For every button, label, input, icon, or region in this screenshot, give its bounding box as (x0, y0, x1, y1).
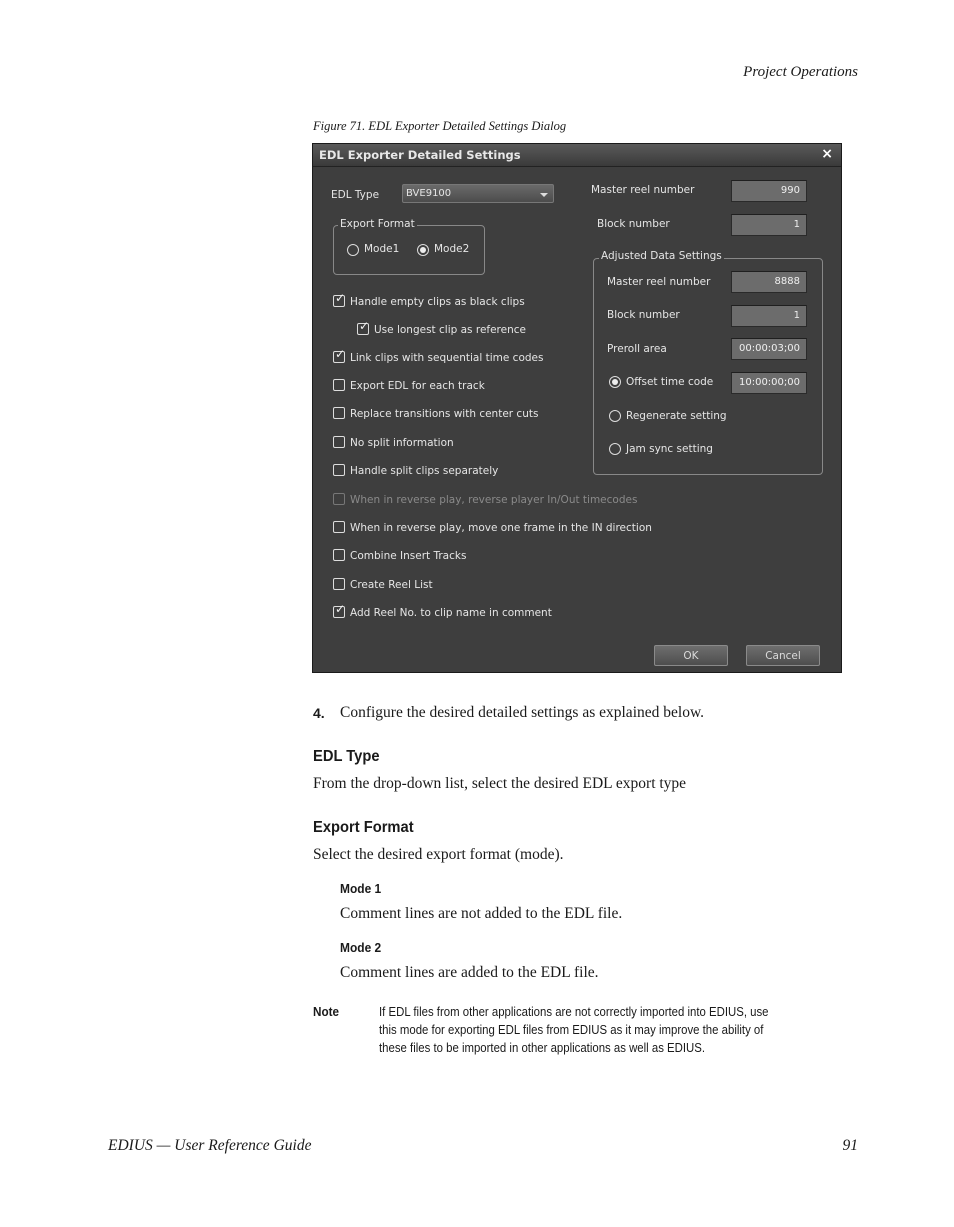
edl-type-text: From the drop-down list, select the desired EDL export type (313, 775, 687, 792)
adj-block-number-label: Block number (607, 309, 680, 321)
master-reel-label: Master reel number (591, 184, 695, 196)
heading-mode1: Mode 1 (340, 881, 382, 896)
no-split-info-checkbox[interactable] (333, 436, 345, 448)
mode1-label: Mode1 (364, 243, 400, 255)
regenerate-label: Regenerate setting (626, 410, 727, 422)
close-icon[interactable]: × (821, 146, 833, 162)
combine-insert-tracks-checkbox[interactable] (333, 549, 345, 561)
preroll-label: Preroll area (607, 343, 667, 355)
block-number-input[interactable]: 1 (731, 214, 807, 236)
adj-master-reel-label: Master reel number (607, 276, 711, 288)
adj-block-number-input[interactable]: 1 (731, 305, 807, 327)
checkbox-label: Add Reel No. to clip name in comment (350, 607, 552, 619)
export-format-label: Export Format (340, 218, 415, 230)
running-header: Project Operations (743, 64, 858, 80)
adj-master-reel-input[interactable]: 8888 (731, 271, 807, 293)
mode1-radio[interactable] (347, 244, 359, 256)
edl-type-value: BVE9100 (406, 188, 452, 199)
jam-sync-radio[interactable] (609, 443, 621, 455)
edl-type-dropdown[interactable] (402, 184, 554, 203)
checkbox-label: Link clips with sequential time codes (350, 352, 544, 364)
export-each-track-checkbox[interactable] (333, 379, 345, 391)
create-reel-list-checkbox[interactable] (333, 578, 345, 590)
dialog-title: EDL Exporter Detailed Settings (319, 148, 521, 162)
reverse-play-timecodes-checkbox (333, 493, 345, 505)
replace-transitions-checkbox[interactable] (333, 407, 345, 419)
jam-sync-label: Jam sync setting (626, 443, 713, 455)
note-line: this mode for exporting EDL files from EDIUS as it may improve the ability of (379, 1022, 764, 1037)
checkbox-label: Export EDL for each track (350, 380, 485, 392)
note-line: If EDL files from other applications are not correctly imported into EDIUS, use (379, 1004, 769, 1019)
export-format-text: Select the desired export format (mode). (313, 846, 564, 863)
heading-mode2: Mode 2 (340, 940, 382, 955)
chevron-down-icon (540, 193, 548, 197)
regenerate-radio[interactable] (609, 410, 621, 422)
link-clips-checkbox[interactable]: ✓ (335, 347, 346, 361)
figure-caption: Figure 71. EDL Exporter Detailed Settings Dialog (313, 119, 567, 133)
checkbox-label: Create Reel List (350, 579, 433, 591)
adjusted-data-label: Adjusted Data Settings (601, 250, 722, 262)
offset-timecode-label: Offset time code (626, 376, 714, 388)
checkbox-label: Combine Insert Tracks (350, 550, 467, 562)
step-text: Configure the desired detailed settings as explained below. (340, 704, 705, 721)
edl-type-label: EDL Type (331, 189, 380, 201)
checkbox-label: When in reverse play, reverse player In/Out timecodes (350, 494, 638, 506)
note-label: Note (313, 1004, 340, 1019)
cancel-button[interactable]: Cancel (746, 645, 820, 666)
step-number: 4. (313, 705, 325, 721)
mode2-label: Mode2 (434, 243, 470, 255)
block-number-label: Block number (597, 218, 670, 230)
checkbox-label: Replace transitions with center cuts (350, 408, 539, 420)
offset-timecode-input[interactable]: 10:00:00;00 (731, 372, 807, 394)
mode1-text: Comment lines are not added to the EDL file. (340, 905, 623, 922)
heading-export-format: Export Format (313, 819, 414, 836)
heading-edl-type: EDL Type (313, 748, 380, 765)
checkbox-label: Handle empty clips as black clips (350, 296, 525, 308)
footer-title: EDIUS — User Reference Guide (108, 1137, 312, 1154)
master-reel-input[interactable]: 990 (731, 180, 807, 202)
mode2-radio[interactable] (417, 244, 429, 256)
checkbox-label: Use longest clip as reference (374, 324, 526, 336)
ok-button[interactable]: OK (654, 645, 728, 666)
use-longest-clip-checkbox[interactable]: ✓ (359, 319, 370, 333)
page-number: 91 (842, 1137, 858, 1154)
note-text (379, 1003, 824, 1057)
offset-timecode-radio[interactable] (609, 376, 621, 388)
reverse-play-move-frame-checkbox[interactable] (333, 521, 345, 533)
handle-split-clips-checkbox[interactable] (333, 464, 345, 476)
handle-empty-clips-checkbox[interactable]: ✓ (335, 291, 346, 305)
dialog-titlebar (313, 144, 841, 167)
checkbox-label: No split information (350, 437, 454, 449)
add-reel-no-checkbox[interactable]: ✓ (335, 602, 346, 616)
edl-exporter-dialog (312, 143, 842, 673)
mode2-text: Comment lines are added to the EDL file. (340, 964, 599, 981)
preroll-input[interactable]: 00:00:03;00 (731, 338, 807, 360)
checkbox-label: When in reverse play, move one frame in the IN direction (350, 522, 652, 534)
note-line: these files to be imported in other applications as well as EDIUS. (379, 1040, 706, 1055)
checkbox-label: Handle split clips separately (350, 465, 499, 477)
